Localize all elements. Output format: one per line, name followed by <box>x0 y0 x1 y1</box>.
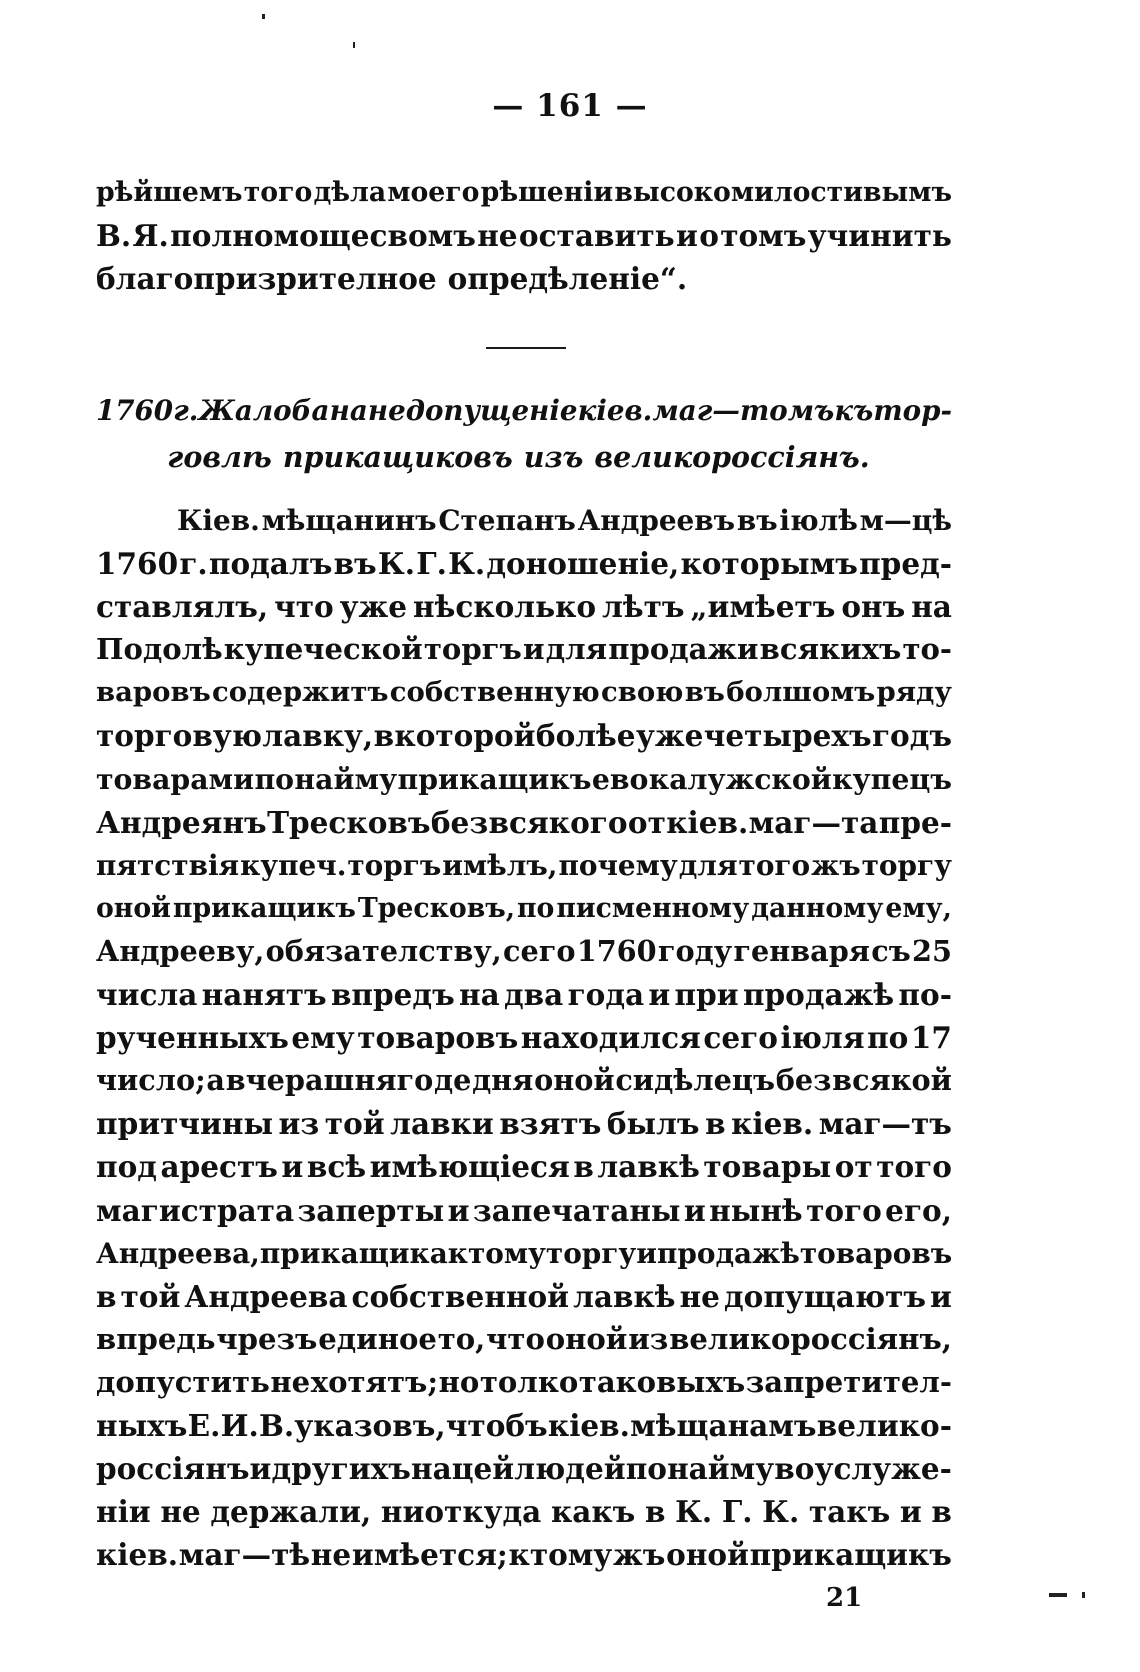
word: запретител- <box>745 1364 952 1399</box>
word: рѣйшемъ <box>96 177 243 208</box>
word: собственной <box>351 1278 570 1314</box>
word: запечатаны <box>472 1192 681 1228</box>
word: пятствія <box>96 848 240 882</box>
word: ставлялъ, <box>96 589 269 625</box>
word: торгу <box>861 848 952 882</box>
word: взятъ <box>499 1106 602 1142</box>
word: но <box>438 1364 480 1399</box>
word: учинить <box>807 218 952 254</box>
word: допустить <box>96 1364 270 1399</box>
word: почему <box>558 848 678 882</box>
word: изъ <box>523 440 584 474</box>
word: оставить <box>518 218 675 254</box>
word: что <box>486 1321 545 1356</box>
print-speck <box>1082 1592 1085 1598</box>
word: г. <box>173 394 199 427</box>
word: нынѣ <box>709 1192 803 1228</box>
word: торгъ <box>423 632 522 667</box>
word: говлѣ <box>167 440 272 474</box>
word: въ <box>736 504 778 537</box>
word: имѣющіеся <box>369 1149 570 1185</box>
word: кіев. <box>96 1537 179 1573</box>
word: заперты <box>297 1192 445 1228</box>
word: 1760 <box>576 933 657 968</box>
word: по <box>254 761 295 796</box>
word: а <box>206 1063 225 1098</box>
word: то, <box>437 1321 486 1356</box>
word: великороссіянъ, <box>669 1321 952 1356</box>
word: году <box>657 933 733 968</box>
word: и <box>249 1451 272 1487</box>
text-line <box>96 628 952 671</box>
word: товары <box>703 1149 832 1185</box>
print-speck <box>1049 1593 1067 1597</box>
body-paragraph <box>96 499 952 1576</box>
word: Андреянъ <box>96 804 267 840</box>
word: К. <box>377 546 416 582</box>
word: Андрееву, <box>96 933 265 968</box>
text-line <box>96 1059 952 1102</box>
word: жъ <box>613 1537 666 1573</box>
word: съ <box>871 933 911 968</box>
word: маг—та <box>748 804 879 840</box>
text-line <box>96 1016 952 1059</box>
word: Подолѣ <box>96 632 223 667</box>
word: оной <box>534 1063 615 1098</box>
word: не <box>477 218 518 254</box>
word: г. <box>179 546 208 582</box>
word: имѣлъ, <box>442 848 558 882</box>
word: того <box>243 177 313 208</box>
word: такъ <box>808 1494 891 1530</box>
word: в <box>644 1494 666 1530</box>
word: без <box>775 1063 832 1098</box>
word: Тресковъ, <box>357 892 516 924</box>
word: единое <box>318 1321 437 1356</box>
word: подалъ <box>208 546 333 582</box>
word: не <box>270 1364 311 1399</box>
word: которой <box>394 718 536 754</box>
word: томъ <box>720 218 807 254</box>
word: при <box>674 977 739 1013</box>
text-line <box>96 1533 952 1576</box>
word: Г. <box>416 546 447 582</box>
text-line <box>96 801 952 844</box>
word: пред- <box>859 546 952 582</box>
word: оной <box>96 892 171 924</box>
text-line <box>96 973 952 1016</box>
word: лавкѣ <box>597 1149 700 1185</box>
word: полномощесвомъ <box>170 218 476 254</box>
word: всякой <box>832 1063 952 1098</box>
word: в <box>573 1149 594 1185</box>
word: из <box>278 1106 320 1142</box>
word: не <box>310 1537 352 1573</box>
text-line <box>96 1490 952 1533</box>
word: собственную <box>389 676 600 709</box>
word: россіянъ <box>96 1451 250 1487</box>
word: лавку, <box>262 718 374 754</box>
word: впредь <box>96 1321 216 1356</box>
word: и <box>447 1192 470 1228</box>
word: м—цѣ <box>859 504 952 537</box>
word: содержитъ <box>212 676 389 709</box>
heading-line <box>96 434 952 480</box>
word: на <box>329 394 368 427</box>
word: той <box>324 1106 385 1142</box>
word: сего <box>703 1020 778 1056</box>
word: указовъ, <box>294 1407 446 1443</box>
text-line <box>96 1102 952 1145</box>
word: по- <box>898 977 952 1013</box>
word: опредѣленіе“. <box>447 261 688 297</box>
word: той <box>120 1278 181 1314</box>
word: торговую <box>96 718 262 754</box>
word: под <box>96 1149 157 1185</box>
word: четырехъ <box>703 718 872 754</box>
intro-paragraph <box>96 171 952 300</box>
word: для <box>678 848 738 882</box>
word: прикащиковъ <box>282 440 513 474</box>
word: магистрата <box>96 1192 295 1228</box>
text-line <box>96 1189 952 1232</box>
word: оной <box>545 1321 628 1356</box>
word: толко <box>479 1364 579 1399</box>
text-line <box>96 1361 952 1404</box>
text-line <box>96 758 952 801</box>
text-line <box>96 257 952 300</box>
word: торгу <box>545 1236 637 1270</box>
word: обязателству, <box>265 933 502 968</box>
word: В. <box>258 1407 295 1443</box>
word: и <box>636 1236 657 1270</box>
word: 25 <box>912 933 952 968</box>
word: того <box>806 1192 882 1228</box>
section-heading <box>96 388 952 480</box>
word: сидѣлецъ <box>615 1063 776 1098</box>
word: Андреева, <box>96 1236 260 1270</box>
word: на <box>459 977 500 1013</box>
word: великороссіянъ. <box>594 440 870 474</box>
word: услуже- <box>814 1451 952 1487</box>
word: сего <box>503 933 576 968</box>
word: В. <box>96 218 132 254</box>
word: И. <box>220 1407 259 1443</box>
word: ряду <box>876 676 952 709</box>
word: ему <box>291 1020 355 1056</box>
word: Е. <box>187 1407 221 1443</box>
word: ктому <box>508 1537 613 1573</box>
word: какъ <box>550 1494 636 1530</box>
word: того <box>876 1149 952 1185</box>
word: продажи <box>608 632 759 667</box>
word: пре- <box>878 804 952 840</box>
word: въ <box>684 676 725 709</box>
word: то- <box>902 632 952 667</box>
text-line <box>96 844 952 887</box>
word: товаровъ <box>357 1020 519 1056</box>
word: свою <box>600 676 684 709</box>
word: генваря <box>733 933 870 968</box>
word: лавкѣ <box>573 1278 676 1314</box>
word: тому <box>467 1236 546 1270</box>
word: и <box>683 1192 706 1228</box>
word: тор- <box>873 394 952 427</box>
word: въ <box>333 546 377 582</box>
word: К. <box>675 1494 713 1530</box>
text-line <box>96 714 952 757</box>
word: в <box>373 718 395 754</box>
word: недопущеніе <box>367 394 578 427</box>
print-speck <box>262 14 265 19</box>
word: по <box>625 1451 667 1487</box>
word: из <box>628 1321 669 1356</box>
word: рученныхъ <box>96 1020 289 1056</box>
text-line <box>96 1447 952 1490</box>
word: годъ <box>871 718 952 754</box>
word: оной <box>666 1537 749 1573</box>
text-line <box>96 585 952 628</box>
word: и <box>675 218 698 254</box>
signature-mark: 21 <box>826 1583 863 1613</box>
word: жъ <box>811 848 861 882</box>
word: не <box>160 1494 201 1530</box>
word: болшомъ <box>726 676 876 709</box>
word: два <box>504 977 564 1013</box>
word: іюля <box>780 1020 865 1056</box>
word: былъ <box>606 1106 700 1142</box>
word: того <box>738 848 811 882</box>
word: допущаютъ <box>724 1278 927 1314</box>
word: всѣ <box>306 1149 367 1185</box>
word: К. <box>448 546 486 582</box>
word: число; <box>96 1063 206 1098</box>
text-line <box>96 887 952 930</box>
word: де <box>433 1063 472 1098</box>
word: Г. <box>721 1494 753 1530</box>
word: таковыхъ <box>578 1364 746 1399</box>
word: купеческой <box>223 632 423 667</box>
text-line <box>96 214 952 257</box>
word: ниоткуда <box>380 1494 542 1530</box>
word: торгъ <box>347 848 442 882</box>
word: Тресковъ <box>267 804 431 840</box>
word: Андреева <box>184 1278 348 1314</box>
word: дѣла <box>313 177 387 208</box>
word: кіев. <box>547 1407 630 1443</box>
word: и <box>281 1149 304 1185</box>
word: уже <box>635 718 704 754</box>
text-line <box>96 671 952 714</box>
word: ніи <box>96 1494 151 1530</box>
word: нанятъ <box>201 977 327 1013</box>
word: по <box>867 1020 909 1056</box>
word: вчерашняго <box>225 1063 434 1098</box>
word: от <box>627 804 666 840</box>
word: прикащикъ <box>397 761 592 796</box>
word: по <box>517 892 555 924</box>
word: нѣсколько <box>413 589 597 625</box>
word: варовъ <box>96 676 211 709</box>
word: нацей <box>410 1451 515 1487</box>
word: что <box>274 589 334 625</box>
word: хотятъ; <box>310 1364 439 1399</box>
word: купеч. <box>240 848 347 882</box>
word: в <box>96 1278 117 1314</box>
word: къ <box>834 394 874 427</box>
heading-line <box>96 388 952 434</box>
text-line <box>96 1275 952 1318</box>
text-line <box>96 930 952 973</box>
text-line <box>96 1404 952 1447</box>
word: маг—томъ <box>652 394 835 427</box>
word: продажѣ <box>656 1236 800 1270</box>
word: купецъ <box>832 761 952 796</box>
word: всякихъ <box>759 632 902 667</box>
word: другихъ <box>271 1451 411 1487</box>
word: всякого <box>488 804 628 840</box>
word: велико- <box>816 1407 952 1443</box>
word: моего <box>387 177 480 208</box>
word: на <box>911 589 952 625</box>
page-number: — 161 — <box>492 88 648 124</box>
word: о <box>699 218 719 254</box>
word: мѣщанамъ <box>630 1407 817 1443</box>
word: 1760 <box>96 546 179 582</box>
word: Кіев. <box>177 504 260 537</box>
print-speck <box>353 42 355 48</box>
word: ныхъ <box>96 1407 188 1443</box>
word: и <box>522 632 545 667</box>
word: Андреевъ <box>577 504 736 537</box>
word: прикащикъ <box>749 1537 952 1573</box>
text-line <box>96 1145 952 1188</box>
word: притчины <box>96 1106 274 1142</box>
word: писменному <box>556 892 750 924</box>
word: кіев. <box>731 1106 814 1142</box>
word: чтобъ <box>445 1407 548 1443</box>
word: высокомилостивымъ <box>614 177 952 208</box>
word: впредъ <box>330 977 455 1013</box>
word: болѣе <box>535 718 636 754</box>
word: мѣщанинъ <box>261 504 437 537</box>
word: калужской <box>648 761 832 796</box>
word: „имѣетъ <box>690 589 836 625</box>
word: для <box>545 632 608 667</box>
word: чрезъ <box>216 1321 318 1356</box>
word: прикащика <box>259 1236 448 1270</box>
word: маг—тъ <box>818 1106 952 1142</box>
word: которымъ <box>680 546 858 582</box>
text-line <box>96 1318 952 1361</box>
text-line <box>96 499 952 542</box>
word: от <box>834 1149 873 1185</box>
word: и <box>648 977 671 1013</box>
word: уже <box>339 589 408 625</box>
word: прикащикъ <box>172 892 356 924</box>
word: в <box>705 1106 726 1142</box>
word: Жалоба <box>198 394 330 427</box>
word: года <box>567 977 645 1013</box>
word: людей <box>514 1451 626 1487</box>
word: находился <box>520 1020 701 1056</box>
word: и <box>930 1278 952 1314</box>
word: кіев. <box>666 804 749 840</box>
word: без <box>430 804 489 840</box>
word: к <box>447 1236 468 1270</box>
word: Степанъ <box>438 504 576 537</box>
word: кіев. <box>577 394 653 427</box>
word: товаровъ <box>799 1236 953 1270</box>
word: Я. <box>132 218 169 254</box>
word: его, <box>885 1192 952 1228</box>
word: найму <box>294 761 398 796</box>
section-separator <box>486 347 566 349</box>
word: во <box>774 1451 815 1487</box>
word: и <box>899 1494 922 1530</box>
word: продажѣ <box>742 977 895 1013</box>
word: держали, <box>210 1494 372 1530</box>
word: 17 <box>910 1020 952 1056</box>
word: дня <box>472 1063 534 1098</box>
word: К. <box>762 1494 800 1530</box>
text-line <box>96 542 952 585</box>
word: ево <box>591 761 649 796</box>
word: лавки <box>390 1106 494 1142</box>
word: маг—тѣ <box>178 1537 311 1573</box>
word: в <box>931 1494 952 1530</box>
word: онъ <box>841 589 906 625</box>
word: благопризрителное <box>96 261 437 297</box>
word: не <box>679 1278 720 1314</box>
word: іюлѣ <box>779 504 858 537</box>
word: лѣтъ <box>602 589 685 625</box>
word: рѣшеніи <box>480 177 614 208</box>
word: 1760 <box>96 394 174 427</box>
word: товарами <box>96 761 255 796</box>
text-line <box>96 171 952 214</box>
word: имѣется; <box>351 1537 508 1573</box>
word: данному <box>751 892 884 924</box>
word: доношеніе, <box>486 546 680 582</box>
word: арестъ <box>160 1149 278 1185</box>
word: ему, <box>885 892 952 924</box>
word: найму <box>667 1451 775 1487</box>
text-line <box>96 1232 952 1275</box>
word: числа <box>96 977 198 1013</box>
